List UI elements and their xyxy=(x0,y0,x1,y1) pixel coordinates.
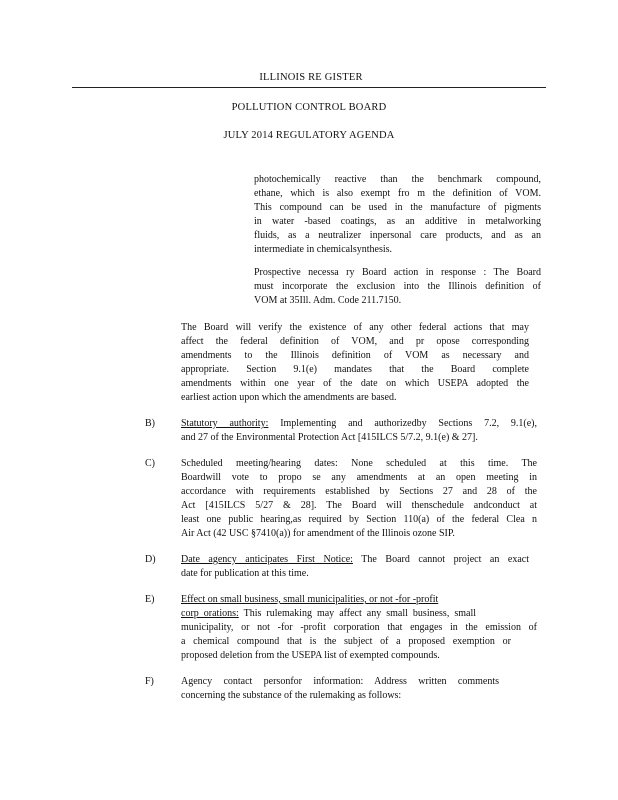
text-line: This compound can be used in the manufacture of pigments xyxy=(254,202,541,213)
first-notice-heading: Date agency anticipates First Notice: xyxy=(181,554,353,565)
item-f-label: F) xyxy=(145,676,154,687)
item-e-body xyxy=(181,593,537,663)
text-line: concerning the substance of the rulemaking as follows: xyxy=(181,690,402,701)
effect-heading-cont: corp orations: xyxy=(181,608,239,619)
item-d-body xyxy=(181,553,529,581)
prospective-action-paragraph xyxy=(254,266,541,308)
vom-paragraph xyxy=(254,173,541,257)
item-c-label: C) xyxy=(145,458,155,469)
board-verify-paragraph xyxy=(181,321,529,405)
text-line: VOM at 35Ill. Adm. Code 211.7150. xyxy=(254,295,402,306)
item-c-body xyxy=(181,457,537,541)
text-line: Air Act (42 USC §7410(a)) for amendment of the Illinois ozone SIP. xyxy=(181,528,455,539)
text-line: accordance with requirements established by Sections 27 and 28 of the xyxy=(181,486,537,497)
text-line: amendments within one year of the date on which USEPA adopted the xyxy=(181,378,529,389)
text-line: appropriate. Section 9.1(e) mandates that the Board complete xyxy=(181,364,529,375)
text-line: Act [415ILCS 5/27 & 28]. The Board will thenschedule andconduct at xyxy=(181,500,537,511)
text-line: affect the federal definition of VOM, and pr opose corresponding xyxy=(181,336,529,347)
header-divider xyxy=(72,87,546,88)
effect-heading: Effect on small business, small municipalities, or not -for -profit xyxy=(181,594,439,605)
text-line: earliest action upon which the amendments are based. xyxy=(181,392,397,403)
text-line: Boardwill vote to propo se any amendments at an open meeting in xyxy=(181,472,537,483)
text-line xyxy=(181,553,529,567)
text-line: intermediate in chemicalsynthesis. xyxy=(254,244,393,255)
agenda-title: JULY 2014 REGULATORY AGENDA xyxy=(223,130,395,141)
text-line: The Board will verify the existence of any other federal actions that may xyxy=(181,322,529,333)
text-line: fluids, as a neutralizer inpersonal care products, and as an xyxy=(254,230,541,241)
text-span: Implementing and authorizedby Sections 7.2, 9.1(e), xyxy=(268,418,538,429)
text-line: a chemical compound that is the subject of a proposed exemption or xyxy=(181,636,511,647)
text-line xyxy=(181,607,476,621)
text-line: and 27 of the Environmental Protection Act [415ILCS 5/7.2, 9.1(e) & 27]. xyxy=(181,432,478,443)
text-span: The Board cannot project an exact xyxy=(352,554,529,565)
item-b-body xyxy=(181,417,537,445)
text-line: in water -based coatings, as an additive in metalworking xyxy=(254,216,541,227)
text-line: amendments to the Illinois definition of VOM as necessary and xyxy=(181,350,529,361)
text-line: municipality, or not -for -profit corporation that engages in the emission of xyxy=(181,622,537,633)
text-line: Prospective necessa ry Board action in response : The Board xyxy=(254,267,541,278)
item-d-label: D) xyxy=(145,554,156,565)
text-line: Agency contact personfor information: Address written comments xyxy=(181,676,499,687)
text-span: This rulemaking may affect any small business, small xyxy=(238,608,476,619)
text-line xyxy=(181,593,537,607)
text-line: ethane, which is also exempt fro m the definition of VOM. xyxy=(254,188,541,199)
text-line: date for publication at this time. xyxy=(181,568,309,579)
text-line: photochemically reactive than the benchmark compound, xyxy=(254,174,541,185)
item-f-body xyxy=(181,675,499,703)
text-line: must incorporate the exclusion into the Illinois definition of xyxy=(254,281,541,292)
item-b-label: B) xyxy=(145,418,155,429)
item-e-label: E) xyxy=(145,594,155,605)
board-title: POLLUTION CONTROL BOARD xyxy=(231,102,387,113)
text-line: least one public hearing,as required by Section 110(a) of the federal Clea n xyxy=(181,514,537,525)
text-line: Scheduled meeting/hearing dates: None scheduled at this time. The xyxy=(181,458,537,469)
text-line: proposed deletion from the USEPA list of exempted compounds. xyxy=(181,650,440,661)
text-line xyxy=(181,417,537,431)
statutory-authority-heading: Statutory authority: xyxy=(181,418,269,429)
register-title: ILLINOIS RE GISTER xyxy=(259,72,363,83)
